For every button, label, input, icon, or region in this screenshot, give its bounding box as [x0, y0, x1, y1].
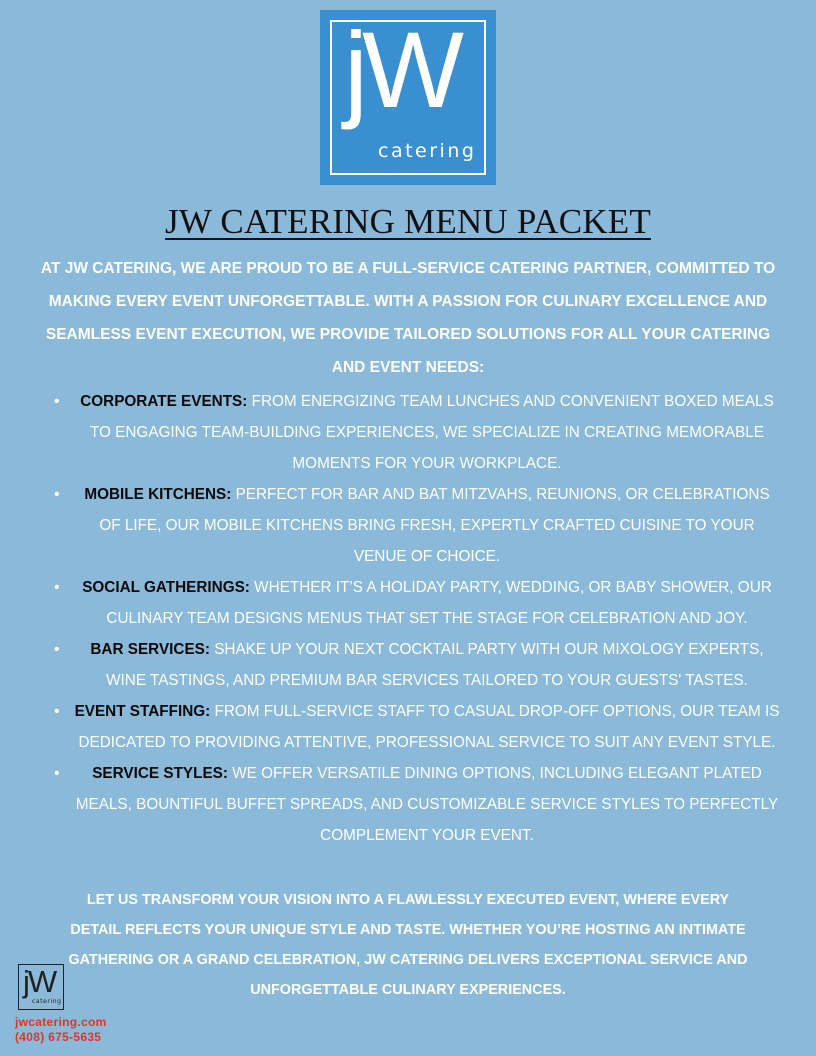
service-item-mobile-kitchens — [50, 479, 780, 572]
brand-logo — [320, 10, 496, 185]
bullet-icon: • — [54, 579, 60, 596]
closing-paragraph: LET US TRANSFORM YOUR VISION INTO A FLAWLESSLY EXECUTED EVENT, WHERE EVERY DETAIL REFLECTS YOUR UNIQUE STYLE AND TASTE. WHETHER YOU’RE HOSTING AN INTIMATE GATHERING OR A GRAND CELEBRATION, JW CATERING DELIVERS EXCEPTIONAL SERVICE AND UNFORGETTABLE CULINARY EXPERIENCES. — [68, 892, 748, 998]
service-description: FROM FULL-SERVICE STAFF TO CASUAL DROP-OFF OPTIONS, OUR TEAM IS DEDICATED TO PROVIDING ATTENTIVE, PROFESSIONAL SERVICE TO SUIT ANY EVENT STYLE. — [78, 703, 780, 751]
bullet-icon: • — [54, 641, 60, 658]
service-description: SHAKE UP YOUR NEXT COCKTAIL PARTY WITH OUR MIXOLOGY EXPERTS, WINE TASTINGS, AND PREMIUM BAR SERVICES TAILORED TO YOUR GUESTS' TASTES. — [106, 641, 764, 689]
services-list — [50, 386, 780, 851]
bullet-icon: • — [54, 703, 60, 720]
logo-frame — [330, 9, 486, 175]
bullet-icon: • — [54, 486, 60, 503]
logo-wordmark: catering — [378, 140, 477, 162]
bullet-icon: • — [54, 765, 60, 782]
service-title: CORPORATE EVENTS: — [80, 393, 248, 410]
footer-logo-monogram: jW — [23, 964, 56, 999]
service-description: WE OFFER VERSATILE DINING OPTIONS, INCLUDING ELEGANT PLATED MEALS, BOUNTIFUL BUFFET SPREADS, AND CUSTOMIZABLE SERVICE STYLES TO PERFECTLY COMPLEMENT YOUR EVENT. — [75, 765, 779, 844]
logo-monogram: jW — [344, 9, 458, 130]
service-title: SERVICE STYLES: — [92, 765, 228, 782]
service-description: WHETHER IT’S A HOLIDAY PARTY, WEDDING, OR BABY SHOWER, OUR CULINARY TEAM DESIGNS MENUS THAT SET THE STAGE FOR CELEBRATION AND JOY. — [106, 579, 772, 627]
footer-logo — [16, 962, 66, 1012]
phone-number[interactable]: (408) 675-5635 — [15, 1030, 102, 1044]
service-item-service-styles — [50, 758, 780, 851]
service-title: MOBILE KITCHENS: — [84, 486, 232, 503]
website-link[interactable]: jwcatering.com — [15, 1015, 107, 1029]
service-item-corporate-events — [50, 386, 780, 479]
footer-logo-frame — [18, 964, 64, 1010]
service-title: SOCIAL GATHERINGS: — [82, 579, 250, 596]
footer-logo-wordmark: catering — [32, 998, 62, 1005]
service-title: EVENT STAFFING: — [74, 703, 211, 720]
service-description: FROM ENERGIZING TEAM LUNCHES AND CONVENIENT BOXED MEALS TO ENGAGING TEAM-BUILDING EXPERIENCES, WE SPECIALIZE IN CREATING MEMORABLE MOMENTS FOR YOUR WORKPLACE. — [89, 393, 774, 472]
intro-paragraph: AT JW CATERING, WE ARE PROUD TO BE A FULL-SERVICE CATERING PARTNER, COMMITTED TO MAKING EVERY EVENT UNFORGETTABLE. WITH A PASSION FOR CULINARY EXCELLENCE AND SEAMLESS EVENT EXECUTION, WE PROVIDE TAILORED SOLUTIONS FOR ALL YOUR CATERING AND EVENT NEEDS: — [40, 260, 776, 376]
bullet-icon: • — [54, 393, 60, 410]
service-description: PERFECT FOR BAR AND BAT MITZVAHS, REUNIONS, OR CELEBRATIONS OF LIFE, OUR MOBILE KITCHENS BRING FRESH, EXPERTLY CRAFTED CUISINE TO YOUR VENUE OF CHOICE. — [99, 486, 770, 565]
service-item-bar-services — [50, 634, 780, 696]
service-item-social-gatherings — [50, 572, 780, 634]
page-title: JW CATERING MENU PACKET — [165, 202, 651, 241]
service-item-event-staffing — [50, 696, 780, 758]
service-title: BAR SERVICES: — [90, 641, 210, 658]
